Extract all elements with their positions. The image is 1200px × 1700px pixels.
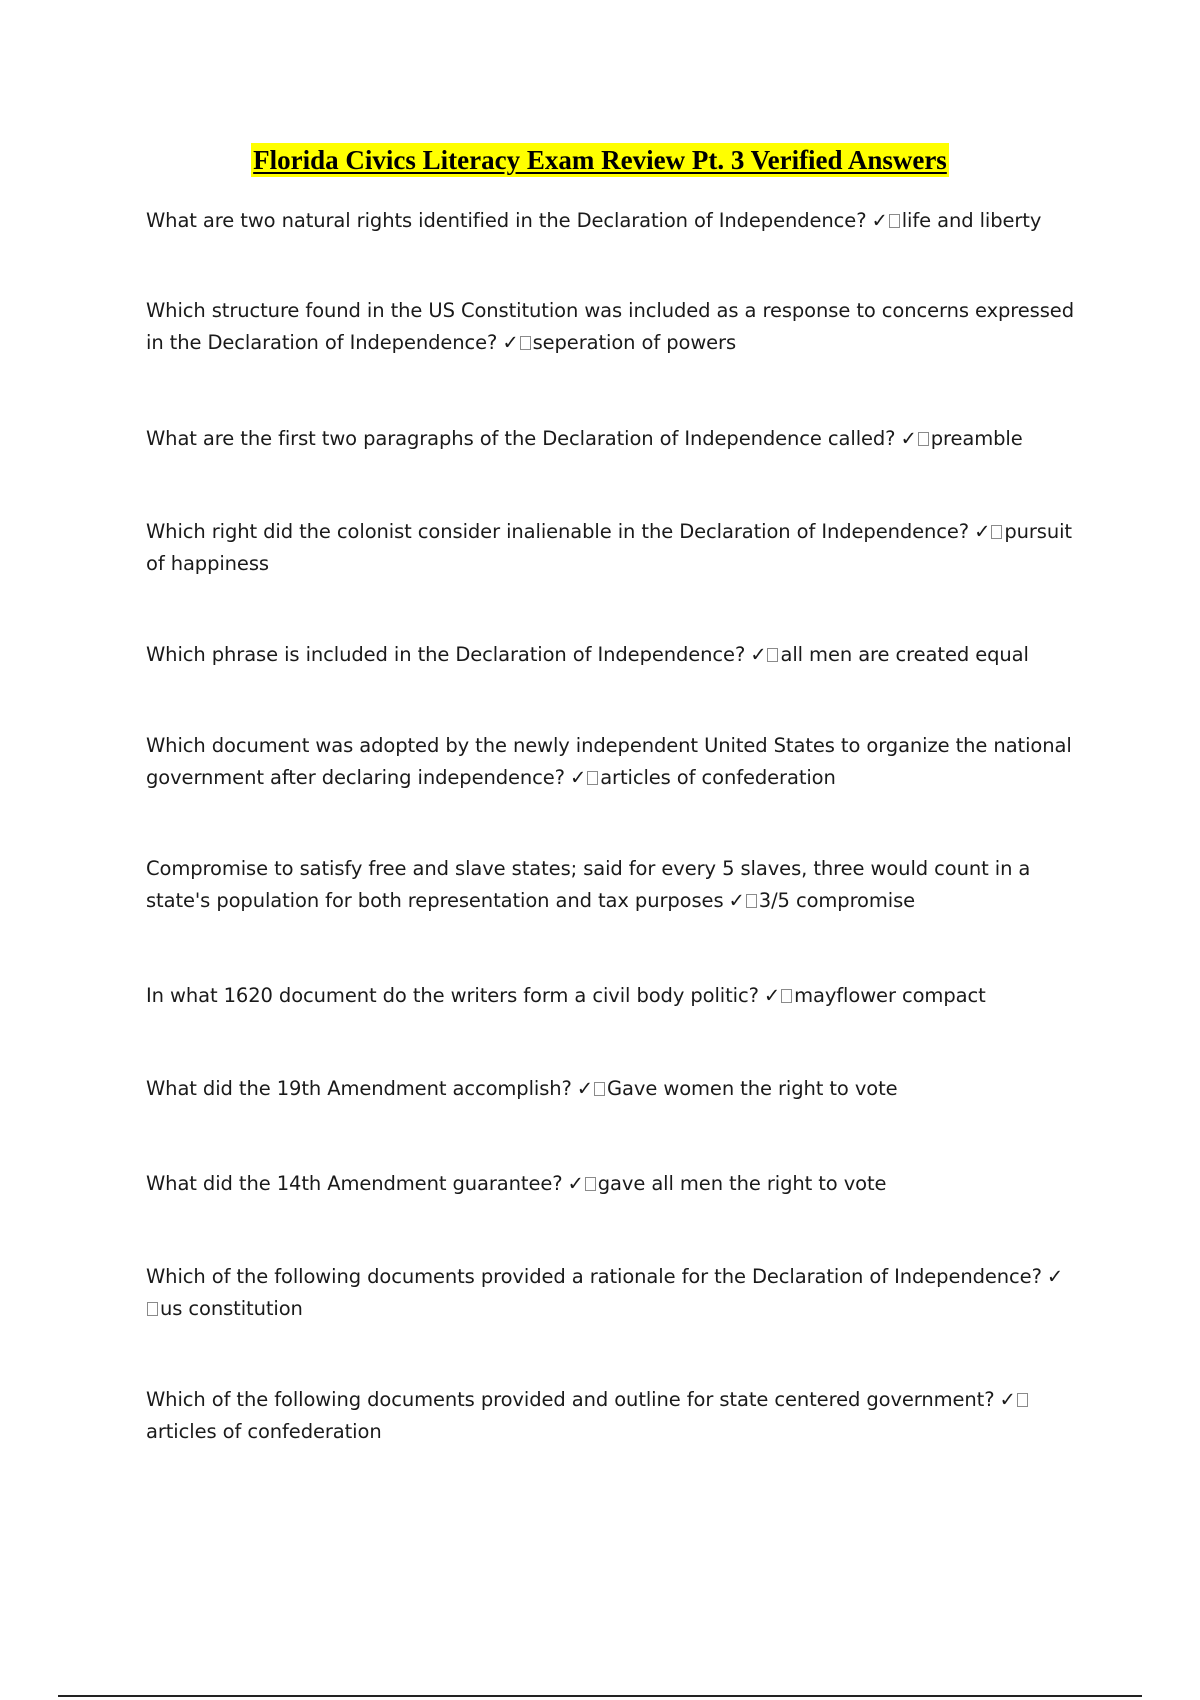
question-text: Compromise to satisfy free and slave states; said for every 5 slaves, three would count in a state's population for both representation and tax purposes — [146, 857, 1031, 912]
check-icon: ✓ — [999, 1388, 1016, 1411]
answer-text: articles of confederation — [146, 1420, 382, 1443]
answer-text: life and liberty — [901, 209, 1042, 232]
checkbox-icon — [147, 1302, 158, 1316]
check-icon: ✓ — [569, 766, 587, 789]
checkbox-icon — [781, 989, 792, 1003]
checkbox-icon — [585, 1177, 596, 1191]
question-text: Which right did the colonist consider inalienable in the Declaration of Independence? — [146, 520, 970, 543]
check-icon: ✓ — [974, 520, 991, 543]
answer-text: mayflower compact — [794, 984, 986, 1007]
answer-text: articles of confederation — [600, 766, 836, 789]
answer-text: all men are created equal — [780, 643, 1029, 666]
qa-item — [146, 1168, 1076, 1200]
check-icon: ✓ — [871, 209, 888, 232]
checkbox-icon — [587, 771, 598, 785]
checkbox-icon — [520, 336, 531, 350]
checkbox-icon — [767, 648, 778, 662]
question-text: Which of the following documents provided and outline for state centered government? — [146, 1388, 995, 1411]
qa-item — [146, 980, 1076, 1012]
check-icon: ✓ — [750, 643, 767, 666]
answer-text: preamble — [930, 427, 1023, 450]
question-text: Which of the following documents provided a rationale for the Declaration of Independence? — [146, 1265, 1042, 1288]
check-icon: ✓ — [502, 331, 519, 354]
question-text: Which phrase is included in the Declaration of Independence? — [146, 643, 746, 666]
qa-item — [146, 1073, 1076, 1105]
check-icon: ✓ — [728, 889, 745, 912]
question-text: What are two natural rights identified in the Declaration of Independence? — [146, 209, 867, 232]
footer-divider — [58, 1695, 1142, 1697]
checkbox-icon — [918, 432, 929, 446]
answer-text: pursuit of happiness — [146, 520, 1072, 575]
check-icon: ✓ — [763, 984, 781, 1007]
qa-item — [146, 423, 1076, 455]
qa-item — [146, 1384, 1076, 1448]
title-container — [0, 143, 1200, 177]
question-text: What did the 19th Amendment accomplish? — [146, 1077, 572, 1100]
checkbox-icon — [991, 525, 1002, 539]
qa-item — [146, 639, 1076, 671]
qa-item — [146, 730, 1076, 794]
answer-text: gave all men the right to vote — [597, 1172, 887, 1195]
qa-item — [146, 1261, 1076, 1325]
checkbox-icon — [1017, 1393, 1028, 1407]
checkbox-icon — [594, 1082, 605, 1096]
question-text: What are the first two paragraphs of the Declaration of Independence called? — [146, 427, 896, 450]
check-icon: ✓ — [576, 1077, 594, 1100]
check-icon: ✓ — [1046, 1265, 1064, 1288]
answer-text: us constitution — [160, 1297, 303, 1320]
check-icon: ✓ — [567, 1172, 584, 1195]
question-text: In what 1620 document do the writers form a civil body politic? — [146, 984, 759, 1007]
question-text: Which structure found in the US Constitution was included as a response to concerns expressed in the Declaration of Independence? — [146, 299, 1074, 354]
answer-text: 3/5 compromise — [758, 889, 916, 912]
qa-item — [146, 295, 1076, 359]
answer-text: seperation of powers — [532, 331, 737, 354]
answer-text: Gave women the right to vote — [607, 1077, 898, 1100]
qa-item — [146, 205, 1076, 237]
qa-item — [146, 853, 1076, 917]
document-title: Florida Civics Literacy Exam Review Pt. 3 Verified Answers — [253, 145, 947, 175]
question-text: Which document was adopted by the newly independent United States to organize the national government after declaring independence? — [146, 734, 1072, 789]
check-icon: ✓ — [900, 427, 917, 450]
checkbox-icon — [889, 214, 900, 228]
qa-item — [146, 516, 1076, 580]
question-text: What did the 14th Amendment guarantee? — [146, 1172, 563, 1195]
checkbox-icon — [746, 894, 757, 908]
